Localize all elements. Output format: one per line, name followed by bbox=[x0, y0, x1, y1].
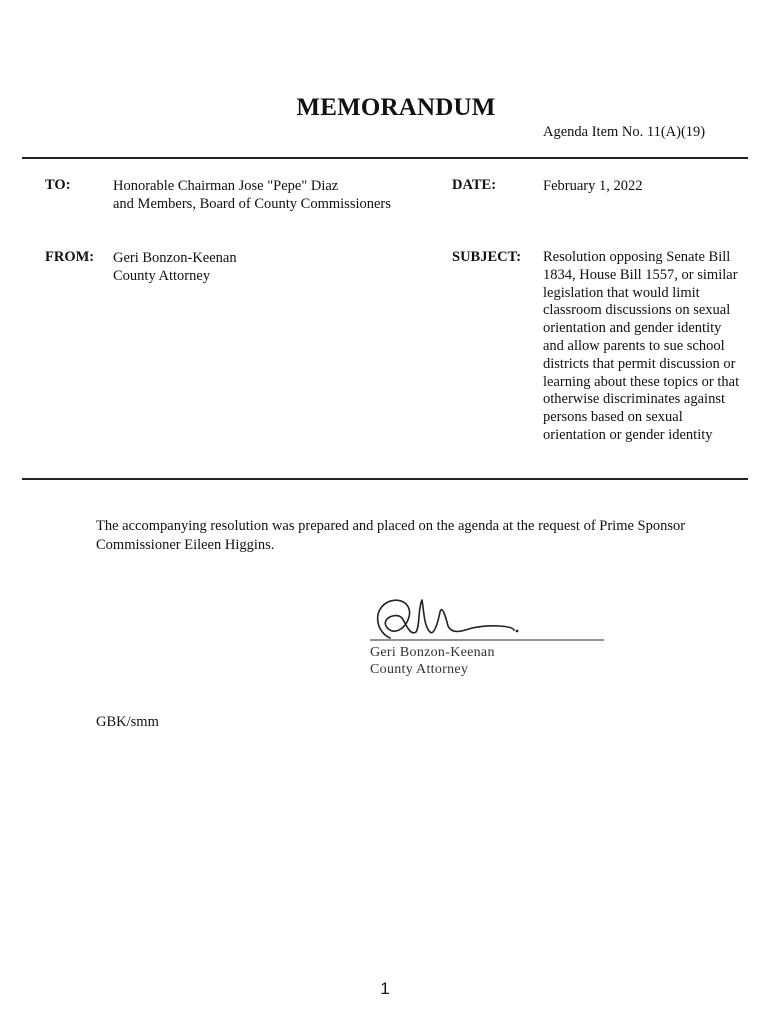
bottom-divider bbox=[22, 478, 748, 480]
subject-label: SUBJECT: bbox=[452, 249, 522, 265]
date-label: DATE: bbox=[452, 177, 497, 193]
from-line-2: County Attorney bbox=[113, 268, 211, 284]
to-line-2: and Members, Board of County Commissioners bbox=[113, 196, 391, 212]
typist-initials: GBK/smm bbox=[96, 714, 159, 730]
from-sender bbox=[113, 249, 237, 285]
memo-title: MEMORANDUM bbox=[296, 94, 496, 121]
agenda-item-number: Agenda Item No. 11(A)(19) bbox=[543, 124, 706, 140]
to-line-1: Honorable Chairman Jose "Pepe" Diaz bbox=[113, 178, 339, 194]
signature-block bbox=[370, 644, 495, 678]
memo-body-paragraph: The accompanying resolution was prepared and placed on the agenda at the request of Prime Sponsor Commissioner Eileen Higgins. bbox=[96, 518, 686, 553]
from-label: FROM: bbox=[45, 249, 95, 265]
signatory-title: County Attorney bbox=[370, 662, 469, 677]
signature-image bbox=[362, 592, 612, 648]
date-value: February 1, 2022 bbox=[543, 178, 643, 194]
signatory-name: Geri Bonzon-Keenan bbox=[370, 645, 495, 660]
page-number: 1 bbox=[380, 979, 390, 998]
subject-value: Resolution opposing Senate Bill 1834, House Bill 1557, or similar legislation that would limit classroom discussions on sexual orientation and gender identity and allow parents to sue school districts that permit discussion or learning about these topics or that otherwise discriminates against persons based on sexual orientation or gender identity bbox=[543, 249, 740, 443]
from-line-1: Geri Bonzon-Keenan bbox=[113, 250, 237, 266]
to-recipient bbox=[113, 177, 391, 213]
top-divider bbox=[22, 157, 748, 159]
to-label: TO: bbox=[45, 177, 71, 193]
